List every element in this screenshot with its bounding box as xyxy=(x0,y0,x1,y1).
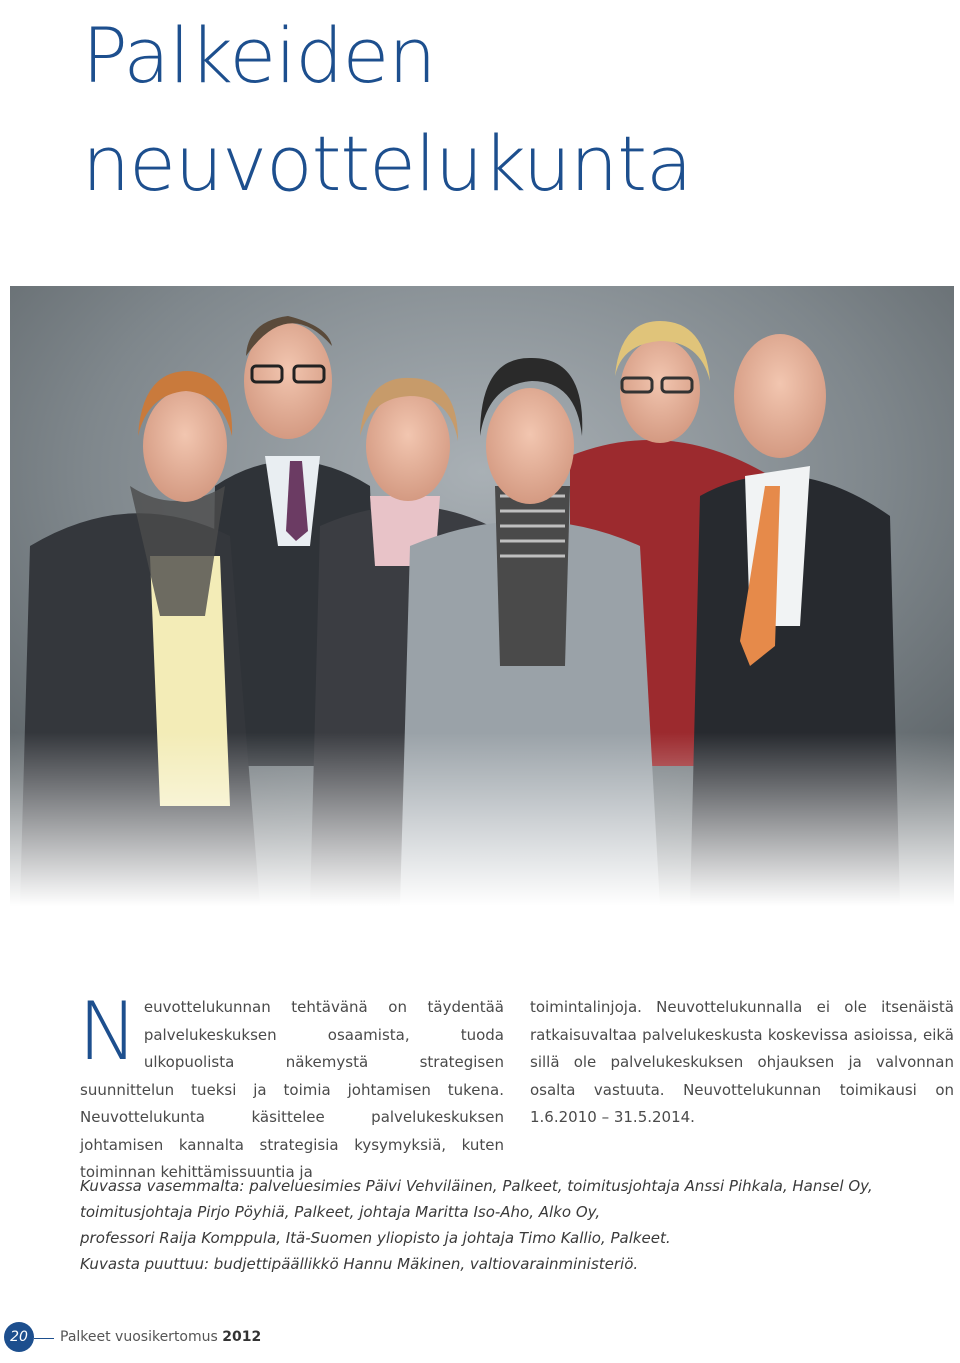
intro-text-right-column xyxy=(530,994,954,1132)
footer-divider xyxy=(34,1338,54,1339)
intro-text-left-column xyxy=(78,985,504,1187)
page-footer xyxy=(0,1318,960,1363)
publication-year: 2012 xyxy=(222,1329,262,1345)
title-line-1: Palkeiden xyxy=(82,11,436,100)
caption-line-3: professori Raija Komppula, Itä-Suomen yliopisto ja johtaja Timo Kallio, Palkeet. xyxy=(80,1229,671,1247)
photo-caption xyxy=(80,1173,940,1277)
drop-cap: N xyxy=(78,985,138,1078)
intro-paragraph-part-2: toimintalinjoja. Neuvottelukunnalla ei ole itsenäistä ratkaisuvaltaa palvelukeskusta koskevissa asioissa, eikä sillä ole palvelukeskuksen ohjauksen ja valvonnan osalta vastuuta. Neuvottelukunnan toimikausi on 1.6.2010 – 31.5.2014. xyxy=(530,998,954,1126)
page-title xyxy=(82,2,692,218)
title-line-2: neuvottelukunta xyxy=(82,119,692,208)
publication-title: Palkeet vuosikertomus xyxy=(60,1329,218,1345)
publication-name xyxy=(60,1329,261,1345)
intro-paragraph-part-1: euvottelukunnan tehtävänä on täydentää palvelukeskuksen osaamista, tuoda ulkopuolista näkemystä strategisen suunnittelun tueksi ja toimia johtamisen tukena. Neuvottelukunta käsittelee palvelukeskuksen johtamisen kannalta strategisia kysymyksiä, kuten toiminnan kehittämissuuntia ja xyxy=(80,998,504,1181)
caption-line-4: Kuvasta puuttuu: budjettipäällikkö Hannu Mäkinen, valtiovarainministeriö. xyxy=(80,1255,639,1273)
caption-line-2: toimitusjohtaja Pirjo Pöyhiä, Palkeet, johtaja Maritta Iso-Aho, Alko Oy, xyxy=(80,1203,601,1221)
page-number-badge: 20 xyxy=(4,1322,34,1352)
caption-line-1: Kuvassa vasemmalta: palveluesimies Päivi Vehviläinen, Palkeet, toimitusjohtaja Anssi Pihkala, Hansel Oy, xyxy=(80,1177,873,1195)
group-photo xyxy=(10,286,954,906)
